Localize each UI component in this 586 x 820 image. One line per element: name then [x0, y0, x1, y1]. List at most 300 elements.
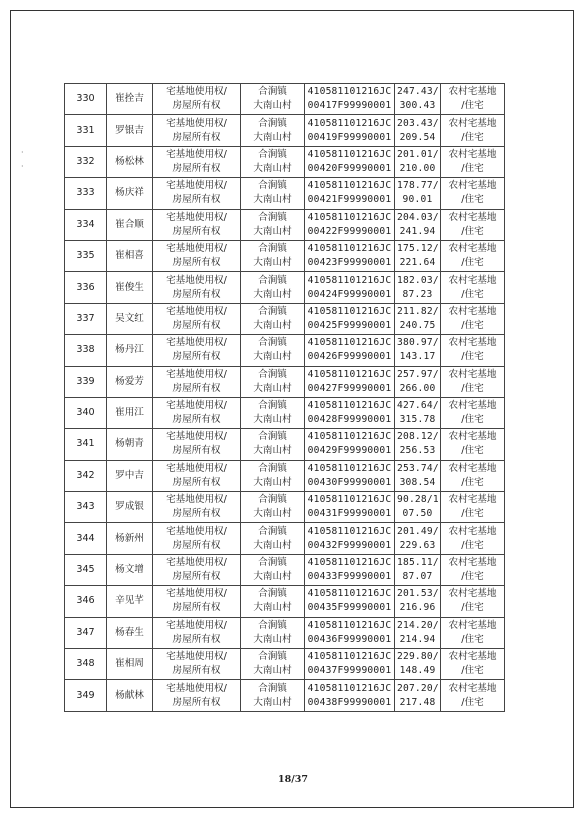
location-line: 合涧镇: [258, 462, 287, 474]
parcel-code-cell: [305, 272, 395, 303]
land-use-line: 农村宅基地: [448, 148, 497, 160]
area-line: 221.64: [399, 257, 436, 269]
location-cell: [241, 617, 305, 648]
land-use-line: 农村宅基地: [448, 494, 497, 506]
right-type-cell: [153, 429, 241, 460]
right-type-line: 宅基地使用权/: [166, 337, 227, 349]
land-use-line: /住宅: [461, 633, 484, 645]
location-cell: [241, 178, 305, 209]
area-line: 216.96: [399, 602, 436, 614]
owner-name-cell: 杨庆祥: [107, 178, 153, 209]
table-row: [65, 649, 505, 680]
right-type-cell: [153, 115, 241, 146]
parcel-code-line: 00421F99990001: [307, 194, 392, 206]
land-use-line: 农村宅基地: [448, 682, 497, 694]
right-type-line: 房屋所有权: [172, 665, 221, 677]
land-use-line: /住宅: [461, 225, 484, 237]
right-type-line: 宅基地使用权/: [166, 619, 227, 631]
area-line: 90.01: [402, 194, 433, 206]
parcel-code-cell: [305, 335, 395, 366]
parcel-code-line: 410581101216JC: [307, 462, 392, 474]
area-cell: [395, 366, 441, 397]
land-use-cell: [441, 84, 505, 115]
land-use-cell: [441, 335, 505, 366]
owner-name-cell: 崔合顺: [107, 209, 153, 240]
area-line: 214.94: [399, 633, 436, 645]
parcel-code-line: 410581101216JC: [307, 211, 392, 223]
location-line: 合涧镇: [258, 400, 287, 412]
location-line: 合涧镇: [258, 368, 287, 380]
area-line: 87.23: [402, 288, 433, 300]
land-use-line: /住宅: [461, 162, 484, 174]
area-line: 207.20/: [397, 682, 439, 694]
table-row: [65, 492, 505, 523]
right-type-cell: [153, 366, 241, 397]
right-type-line: 房屋所有权: [172, 288, 221, 300]
right-type-cell: [153, 209, 241, 240]
area-line: 256.53: [399, 445, 436, 457]
land-use-line: 农村宅基地: [448, 651, 497, 663]
area-line: 300.43: [399, 100, 436, 112]
land-use-line: /住宅: [461, 445, 484, 457]
land-use-cell: [441, 492, 505, 523]
parcel-code-line: 00431F99990001: [307, 508, 392, 520]
location-line: 大南山村: [253, 194, 292, 206]
land-use-line: 农村宅基地: [448, 337, 497, 349]
parcel-code-line: 410581101216JC: [307, 682, 392, 694]
right-type-line: 房屋所有权: [172, 602, 221, 614]
land-use-line: /住宅: [461, 319, 484, 331]
land-use-line: /住宅: [461, 476, 484, 488]
right-type-cell: [153, 680, 241, 711]
parcel-code-line: 410581101216JC: [307, 525, 392, 537]
right-type-cell: [153, 335, 241, 366]
area-cell: [395, 272, 441, 303]
right-type-line: 宅基地使用权/: [166, 180, 227, 192]
right-type-cell: [153, 397, 241, 428]
row-number-cell: 348: [65, 649, 107, 680]
location-line: 大南山村: [253, 100, 292, 112]
right-type-line: 宅基地使用权/: [166, 557, 227, 569]
location-line: 大南山村: [253, 319, 292, 331]
area-cell: [395, 146, 441, 177]
area-cell: [395, 680, 441, 711]
area-line: 90.28/1: [397, 494, 439, 506]
parcel-code-cell: [305, 397, 395, 428]
owner-name-cell: 崔俊生: [107, 272, 153, 303]
location-line: 合涧镇: [258, 305, 287, 317]
parcel-code-line: 00422F99990001: [307, 225, 392, 237]
land-use-cell: [441, 272, 505, 303]
area-line: 208.12/: [397, 431, 439, 443]
right-type-line: 宅基地使用权/: [166, 651, 227, 663]
location-cell: [241, 492, 305, 523]
right-type-cell: [153, 303, 241, 334]
parcel-code-line: 410581101216JC: [307, 117, 392, 129]
parcel-code-line: 00425F99990001: [307, 319, 392, 331]
right-type-line: 房屋所有权: [172, 225, 221, 237]
owner-name-cell: 杨松林: [107, 146, 153, 177]
parcel-code-line: 410581101216JC: [307, 180, 392, 192]
registry-rows: [65, 84, 505, 712]
right-type-line: 宅基地使用权/: [166, 148, 227, 160]
parcel-code-line: 410581101216JC: [307, 305, 392, 317]
location-cell: [241, 272, 305, 303]
area-cell: [395, 554, 441, 585]
area-cell: [395, 460, 441, 491]
land-use-line: 农村宅基地: [448, 243, 497, 255]
land-use-cell: [441, 649, 505, 680]
row-number-cell: 341: [65, 429, 107, 460]
right-type-cell: [153, 240, 241, 271]
location-line: 合涧镇: [258, 180, 287, 192]
area-cell: [395, 335, 441, 366]
location-line: 合涧镇: [258, 211, 287, 223]
right-type-line: 宅基地使用权/: [166, 86, 227, 98]
location-cell: [241, 429, 305, 460]
table-row: [65, 272, 505, 303]
area-cell: [395, 397, 441, 428]
right-type-cell: [153, 554, 241, 585]
parcel-code-cell: [305, 240, 395, 271]
right-type-line: 宅基地使用权/: [166, 588, 227, 600]
right-type-line: 房屋所有权: [172, 476, 221, 488]
area-line: 253.74/: [397, 462, 439, 474]
location-line: 合涧镇: [258, 431, 287, 443]
location-line: 合涧镇: [258, 86, 287, 98]
right-type-line: 房屋所有权: [172, 194, 221, 206]
land-use-line: /住宅: [461, 696, 484, 708]
parcel-code-line: 00433F99990001: [307, 571, 392, 583]
location-line: 合涧镇: [258, 337, 287, 349]
area-line: 240.75: [399, 319, 436, 331]
parcel-code-line: 410581101216JC: [307, 337, 392, 349]
area-line: 148.49: [399, 665, 436, 677]
area-line: 201.49/: [397, 525, 439, 537]
owner-name-cell: 杨朝青: [107, 429, 153, 460]
land-use-line: 农村宅基地: [448, 86, 497, 98]
right-type-line: 宅基地使用权/: [166, 682, 227, 694]
right-type-line: 房屋所有权: [172, 382, 221, 394]
land-use-line: 农村宅基地: [448, 180, 497, 192]
parcel-code-line: 00424F99990001: [307, 288, 392, 300]
location-cell: [241, 146, 305, 177]
area-line: 266.00: [399, 382, 436, 394]
parcel-code-cell: [305, 523, 395, 554]
land-use-line: /住宅: [461, 665, 484, 677]
parcel-code-line: 410581101216JC: [307, 651, 392, 663]
parcel-code-line: 00420F99990001: [307, 162, 392, 174]
right-type-line: 房屋所有权: [172, 162, 221, 174]
parcel-code-cell: [305, 84, 395, 115]
owner-name-cell: 杨文增: [107, 554, 153, 585]
land-use-cell: [441, 146, 505, 177]
owner-name-cell: 杨春生: [107, 617, 153, 648]
parcel-code-cell: [305, 649, 395, 680]
right-type-line: 宅基地使用权/: [166, 494, 227, 506]
location-cell: [241, 209, 305, 240]
right-type-line: 房屋所有权: [172, 414, 221, 426]
row-number-cell: 331: [65, 115, 107, 146]
location-line: 大南山村: [253, 633, 292, 645]
owner-name-cell: 杨献林: [107, 680, 153, 711]
right-type-cell: [153, 178, 241, 209]
parcel-code-cell: [305, 554, 395, 585]
location-cell: [241, 303, 305, 334]
area-line: 203.43/: [397, 117, 439, 129]
owner-name-cell: 罗中吉: [107, 460, 153, 491]
land-use-line: 农村宅基地: [448, 117, 497, 129]
parcel-code-line: 00437F99990001: [307, 665, 392, 677]
area-line: 211.82/: [397, 305, 439, 317]
parcel-code-line: 00419F99990001: [307, 131, 392, 143]
area-cell: [395, 303, 441, 334]
parcel-code-line: 00417F99990001: [307, 100, 392, 112]
right-type-line: 房屋所有权: [172, 351, 221, 363]
owner-name-cell: 罗银吉: [107, 115, 153, 146]
land-use-line: /住宅: [461, 382, 484, 394]
land-use-cell: [441, 680, 505, 711]
parcel-code-line: 410581101216JC: [307, 588, 392, 600]
land-use-line: 农村宅基地: [448, 619, 497, 631]
land-use-line: /住宅: [461, 100, 484, 112]
right-type-line: 房屋所有权: [172, 445, 221, 457]
area-cell: [395, 649, 441, 680]
location-cell: [241, 523, 305, 554]
right-type-line: 房屋所有权: [172, 696, 221, 708]
owner-name-cell: 杨爱芳: [107, 366, 153, 397]
area-cell: [395, 84, 441, 115]
land-use-line: 农村宅基地: [448, 431, 497, 443]
area-line: 217.48: [399, 696, 436, 708]
right-type-line: 房屋所有权: [172, 131, 221, 143]
land-use-line: 农村宅基地: [448, 274, 497, 286]
location-cell: [241, 115, 305, 146]
row-number-cell: 336: [65, 272, 107, 303]
table-row: [65, 178, 505, 209]
row-number-cell: 340: [65, 397, 107, 428]
location-line: 大南山村: [253, 571, 292, 583]
table-row: [65, 209, 505, 240]
location-line: 合涧镇: [258, 243, 287, 255]
parcel-code-cell: [305, 429, 395, 460]
right-type-line: 宅基地使用权/: [166, 400, 227, 412]
row-number-cell: 334: [65, 209, 107, 240]
right-type-cell: [153, 586, 241, 617]
location-line: 合涧镇: [258, 651, 287, 663]
scan-mark: ·: [21, 148, 24, 157]
land-use-line: 农村宅基地: [448, 400, 497, 412]
row-number-cell: 344: [65, 523, 107, 554]
location-line: 合涧镇: [258, 682, 287, 694]
parcel-code-cell: [305, 146, 395, 177]
area-line: 308.54: [399, 476, 436, 488]
area-line: 185.11/: [397, 557, 439, 569]
area-cell: [395, 209, 441, 240]
location-line: 大南山村: [253, 351, 292, 363]
right-type-line: 宅基地使用权/: [166, 243, 227, 255]
area-line: 247.43/: [397, 86, 439, 98]
row-number-cell: 343: [65, 492, 107, 523]
parcel-code-line: 410581101216JC: [307, 557, 392, 569]
location-line: 大南山村: [253, 665, 292, 677]
land-use-cell: [441, 586, 505, 617]
right-type-line: 房屋所有权: [172, 539, 221, 551]
row-number-cell: 330: [65, 84, 107, 115]
parcel-code-line: 00429F99990001: [307, 445, 392, 457]
right-type-line: 宅基地使用权/: [166, 117, 227, 129]
row-number-cell: 349: [65, 680, 107, 711]
right-type-line: 房屋所有权: [172, 633, 221, 645]
area-line: 201.53/: [397, 588, 439, 600]
land-use-cell: [441, 303, 505, 334]
right-type-cell: [153, 523, 241, 554]
area-cell: [395, 492, 441, 523]
row-number-cell: 333: [65, 178, 107, 209]
table-row: [65, 429, 505, 460]
location-line: 合涧镇: [258, 557, 287, 569]
land-use-line: /住宅: [461, 194, 484, 206]
table-row: [65, 617, 505, 648]
land-use-line: 农村宅基地: [448, 525, 497, 537]
parcel-code-line: 00423F99990001: [307, 257, 392, 269]
table-row: [65, 586, 505, 617]
table-row: [65, 523, 505, 554]
owner-name-cell: 杨新州: [107, 523, 153, 554]
owner-name-cell: 吴文红: [107, 303, 153, 334]
parcel-code-line: 00432F99990001: [307, 539, 392, 551]
right-type-line: 房屋所有权: [172, 508, 221, 520]
location-line: 大南山村: [253, 225, 292, 237]
land-use-cell: [441, 554, 505, 585]
right-type-cell: [153, 84, 241, 115]
location-cell: [241, 240, 305, 271]
area-line: 201.01/: [397, 148, 439, 160]
table-row: [65, 115, 505, 146]
area-line: 87.07: [402, 571, 433, 583]
location-cell: [241, 649, 305, 680]
registry-table: [64, 83, 505, 712]
area-line: 178.77/: [397, 180, 439, 192]
location-cell: [241, 397, 305, 428]
location-line: 大南山村: [253, 476, 292, 488]
right-type-line: 宅基地使用权/: [166, 274, 227, 286]
right-type-line: 宅基地使用权/: [166, 305, 227, 317]
parcel-code-line: 00428F99990001: [307, 414, 392, 426]
area-line: 175.12/: [397, 243, 439, 255]
area-line: 204.03/: [397, 211, 439, 223]
parcel-code-line: 00438F99990001: [307, 696, 392, 708]
location-line: 合涧镇: [258, 494, 287, 506]
land-use-line: /住宅: [461, 602, 484, 614]
parcel-code-line: 410581101216JC: [307, 243, 392, 255]
table-row: [65, 460, 505, 491]
land-use-cell: [441, 209, 505, 240]
area-cell: [395, 115, 441, 146]
table-row: [65, 680, 505, 711]
land-use-cell: [441, 429, 505, 460]
land-use-cell: [441, 523, 505, 554]
table-row: [65, 240, 505, 271]
right-type-line: 宅基地使用权/: [166, 462, 227, 474]
location-line: 大南山村: [253, 445, 292, 457]
location-cell: [241, 84, 305, 115]
land-use-line: /住宅: [461, 351, 484, 363]
parcel-code-cell: [305, 460, 395, 491]
location-line: 合涧镇: [258, 588, 287, 600]
area-cell: [395, 429, 441, 460]
right-type-line: 房屋所有权: [172, 100, 221, 112]
table-row: [65, 366, 505, 397]
scan-mark: ·: [21, 162, 24, 171]
land-use-cell: [441, 617, 505, 648]
right-type-cell: [153, 460, 241, 491]
area-line: 257.97/: [397, 368, 439, 380]
parcel-code-cell: [305, 178, 395, 209]
page-number: 18/37: [278, 774, 308, 785]
location-line: 合涧镇: [258, 117, 287, 129]
location-cell: [241, 335, 305, 366]
table-row: [65, 303, 505, 334]
row-number-cell: 342: [65, 460, 107, 491]
area-line: 229.80/: [397, 651, 439, 663]
location-cell: [241, 366, 305, 397]
location-line: 合涧镇: [258, 619, 287, 631]
area-line: 315.78: [399, 414, 436, 426]
table-row: [65, 84, 505, 115]
right-type-line: 宅基地使用权/: [166, 525, 227, 537]
land-use-line: /住宅: [461, 131, 484, 143]
land-use-line: 农村宅基地: [448, 557, 497, 569]
right-type-cell: [153, 492, 241, 523]
area-cell: [395, 240, 441, 271]
parcel-code-line: 410581101216JC: [307, 274, 392, 286]
location-line: 合涧镇: [258, 148, 287, 160]
land-use-line: /住宅: [461, 571, 484, 583]
row-number-cell: 332: [65, 146, 107, 177]
land-use-line: 农村宅基地: [448, 368, 497, 380]
location-line: 大南山村: [253, 696, 292, 708]
parcel-code-cell: [305, 115, 395, 146]
parcel-code-line: 410581101216JC: [307, 86, 392, 98]
owner-name-cell: 罗成银: [107, 492, 153, 523]
parcel-code-cell: [305, 303, 395, 334]
table-row: [65, 335, 505, 366]
land-use-line: 农村宅基地: [448, 462, 497, 474]
parcel-code-line: 410581101216JC: [307, 494, 392, 506]
parcel-code-cell: [305, 492, 395, 523]
area-line: 380.97/: [397, 337, 439, 349]
land-use-cell: [441, 460, 505, 491]
location-cell: [241, 680, 305, 711]
right-type-line: 房屋所有权: [172, 319, 221, 331]
owner-name-cell: 崔拴吉: [107, 84, 153, 115]
owner-name-cell: 辛见芊: [107, 586, 153, 617]
area-cell: [395, 586, 441, 617]
area-cell: [395, 523, 441, 554]
owner-name-cell: 崔相周: [107, 649, 153, 680]
owner-name-cell: 崔相喜: [107, 240, 153, 271]
location-line: 合涧镇: [258, 525, 287, 537]
location-line: 大南山村: [253, 288, 292, 300]
right-type-line: 房屋所有权: [172, 257, 221, 269]
area-line: 07.50: [402, 508, 433, 520]
location-cell: [241, 554, 305, 585]
area-line: 210.00: [399, 162, 436, 174]
owner-name-cell: 杨丹江: [107, 335, 153, 366]
table-row: [65, 397, 505, 428]
parcel-code-cell: [305, 617, 395, 648]
